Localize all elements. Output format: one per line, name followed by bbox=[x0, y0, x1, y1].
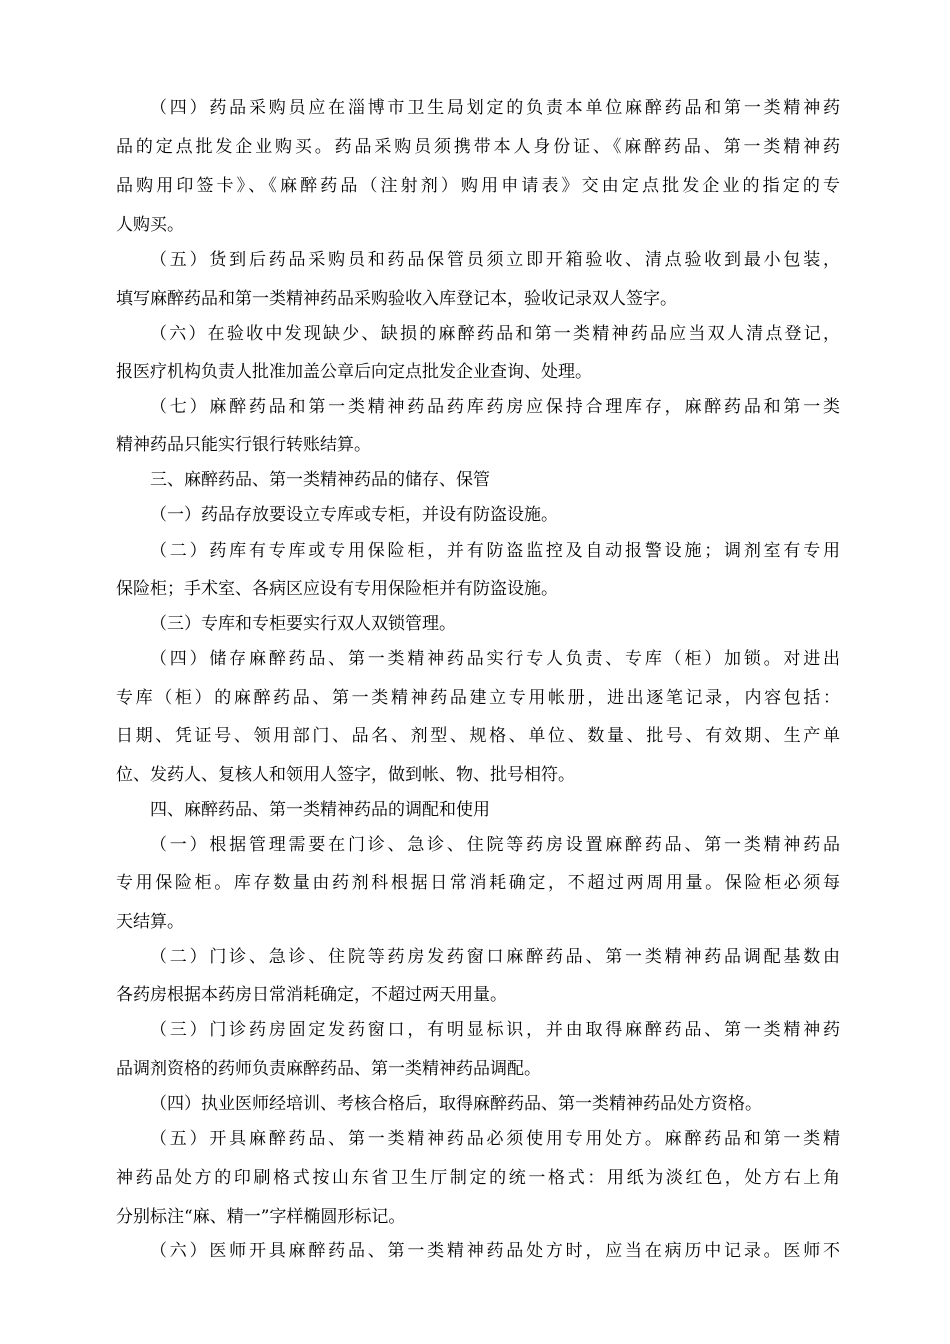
text-line: 天结算。 bbox=[116, 912, 184, 932]
text-line: （四）执业医师经培训、考核合格后，取得麻醉药品、第一类精神药品处方资格。 bbox=[150, 1094, 762, 1114]
text-line: 专用保险柜。库存数量由药剂科根据日常消耗确定，不超过两周用量。保险柜必须每 bbox=[116, 873, 840, 893]
text-line: （四）储存麻醉药品、第一类精神药品实行专人负责、专库（柜）加锁。对进出 bbox=[150, 649, 840, 669]
text-line: 人购买。 bbox=[116, 215, 184, 235]
text-line: （二）药库有专库或专用保险柜，并有防盗监控及自动报警设施；调剂室有专用 bbox=[150, 541, 840, 561]
text-line: 报医疗机构负责人批准加盖公章后向定点批发企业查询、处理。 bbox=[116, 362, 592, 382]
text-line: 精神药品只能实行银行转账结算。 bbox=[116, 435, 371, 455]
text-line: 专库（柜）的麻醉药品、第一类精神药品建立专用帐册，进出逐笔记录，内容包括： bbox=[116, 688, 840, 708]
text-line: 品调剂资格的药师负责麻醉药品、第一类精神药品调配。 bbox=[116, 1059, 541, 1079]
text-line: （五）货到后药品采购员和药品保管员须立即开箱验收、清点验收到最小包装， bbox=[150, 250, 840, 270]
text-line: （一）药品存放要设立专库或专柜，并设有防盗设施。 bbox=[150, 505, 558, 525]
text-line: 各药房根据本药房日常消耗确定，不超过两天用量。 bbox=[116, 985, 507, 1005]
text-line: 神药品处方的印刷格式按山东省卫生厅制定的统一格式：用纸为淡红色，处方右上角 bbox=[116, 1168, 840, 1188]
text-line: 品购用印签卡》、《麻醉药品（注射剂）购用申请表》交由定点批发企业的指定的专 bbox=[116, 176, 840, 196]
text-line: 品的定点批发企业购买。药品采购员须携带本人身份证、《麻醉药品、第一类精神药 bbox=[116, 137, 840, 157]
text-line: （七）麻醉药品和第一类精神药品药库药房应保持合理库存，麻醉药品和第一类 bbox=[150, 397, 840, 417]
text-line: （三）专库和专柜要实行双人双锁管理。 bbox=[150, 614, 456, 634]
text-line: 保险柜；手术室、各病区应设有专用保险柜并有防盗设施。 bbox=[116, 579, 558, 599]
text-line: 位、发药人、复核人和领用人签字，做到帐、物、批号相符。 bbox=[116, 765, 575, 785]
text-line: （五）开具麻醉药品、第一类精神药品必须使用专用处方。麻醉药品和第一类精 bbox=[150, 1129, 840, 1149]
section-heading: 三、麻醉药品、第一类精神药品的储存、保管 bbox=[150, 470, 490, 490]
text-line: （六）在验收中发现缺少、缺损的麻醉药品和第一类精神药品应当双人清点登记， bbox=[150, 324, 840, 344]
text-line: （六）医师开具麻醉药品、第一类精神药品处方时，应当在病历中记录。医师不 bbox=[150, 1241, 840, 1261]
text-line: （四）药品采购员应在淄博市卫生局划定的负责本单位麻醉药品和第一类精神药 bbox=[150, 98, 840, 118]
text-line: 填写麻醉药品和第一类精神药品采购验收入库登记本，验收记录双人签字。 bbox=[116, 289, 677, 309]
section-heading: 四、麻醉药品、第一类精神药品的调配和使用 bbox=[150, 800, 490, 820]
text-line: 分别标注“麻、精一”字样椭圆形标记。 bbox=[116, 1207, 406, 1227]
text-line: （二）门诊、急诊、住院等药房发药窗口麻醉药品、第一类精神药品调配基数由 bbox=[150, 947, 840, 967]
text-line: （三）门诊药房固定发药窗口，有明显标识，并由取得麻醉药品、第一类精神药 bbox=[150, 1020, 840, 1040]
text-line: 日期、凭证号、领用部门、品名、剂型、规格、单位、数量、批号、有效期、生产单 bbox=[116, 726, 840, 746]
text-line: （一）根据管理需要在门诊、急诊、住院等药房设置麻醉药品、第一类精神药品 bbox=[150, 835, 840, 855]
